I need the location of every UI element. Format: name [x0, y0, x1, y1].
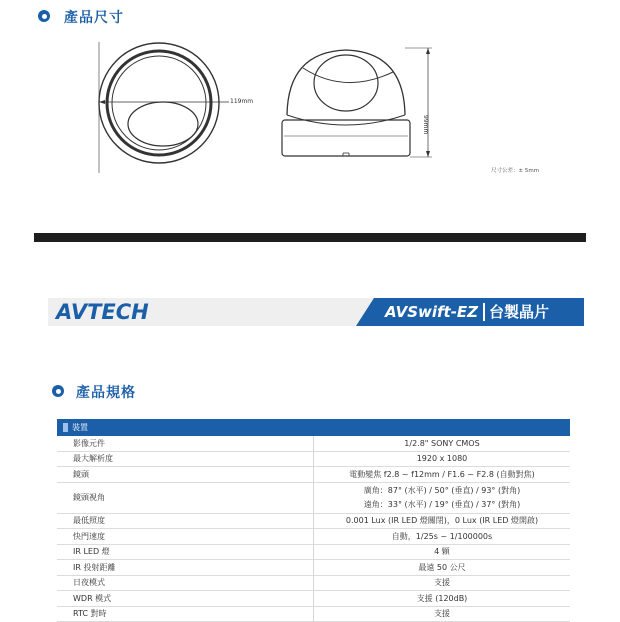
- table-row: [57, 544, 570, 560]
- top-view-drawing: [99, 42, 229, 173]
- row-value: 支援: [314, 606, 571, 622]
- section-bullet-icon: [38, 10, 50, 22]
- row-label: 日夜模式: [57, 575, 314, 591]
- row-label: 快門速度: [57, 529, 314, 545]
- group-header-label: 裝置: [72, 423, 88, 432]
- table-row: [57, 606, 570, 622]
- table-row: [57, 436, 570, 451]
- page-separator: [34, 233, 586, 242]
- height-dimension-label: 99mm: [422, 115, 429, 135]
- table-row: [57, 467, 570, 483]
- side-view-drawing: [282, 48, 432, 157]
- row-label: 影像元件: [57, 436, 314, 451]
- row-label: 最大解析度: [57, 451, 314, 467]
- row-label: 最低照度: [57, 513, 314, 529]
- row-value: 0.001 Lux (IR LED 燈關閉)，0 Lux (IR LED 燈開啟): [314, 513, 571, 529]
- row-value: 電動變焦 f2.8 ~ f12mm / F1.6 ~ F2.8 (自動對焦): [314, 467, 571, 483]
- spec-table: [57, 419, 570, 622]
- table-row: [57, 529, 570, 545]
- row-value: 1/2.8" SONY CMOS: [314, 436, 571, 451]
- section-bullet-icon: [52, 385, 64, 397]
- row-label: IR 投射距離: [57, 560, 314, 576]
- brand-divider: [483, 303, 485, 321]
- row-value: 4 顆: [314, 544, 571, 560]
- row-value: 最遠 50 公尺: [314, 560, 571, 576]
- row-value-secondary: 遠角：33° (水平) / 19° (垂直) / 37° (對角): [363, 499, 521, 509]
- table-row: [57, 575, 570, 591]
- section-title-dimensions: 產品尺寸: [64, 10, 124, 26]
- section-title-specs: 產品規格: [76, 385, 136, 401]
- table-group-header: [57, 419, 570, 436]
- row-value: 支援: [314, 575, 571, 591]
- group-marker-icon: [63, 423, 68, 432]
- row-value: 支援 (120dB): [314, 591, 571, 607]
- avtech-logo: AVTECH: [56, 300, 149, 324]
- row-label: 鏡頭視角: [57, 482, 314, 513]
- table-row: [57, 513, 570, 529]
- row-value: 自動，1/25s ~ 1/100000s: [314, 529, 571, 545]
- row-value: 廣角：87° (水平) / 50° (垂直) / 93° (對角): [363, 485, 521, 495]
- table-row: [57, 560, 570, 576]
- row-label: 鏡頭: [57, 467, 314, 483]
- row-label: WDR 模式: [57, 591, 314, 607]
- table-row: [57, 451, 570, 467]
- row-value: 1920 x 1080: [314, 451, 571, 467]
- table-row: [57, 591, 570, 607]
- tolerance-note: 尺寸公差：± 5mm: [491, 168, 540, 174]
- chip-label: 台製晶片: [489, 303, 550, 321]
- table-row: [57, 482, 570, 513]
- row-label: RTC 對時: [57, 606, 314, 622]
- width-dimension-label: 119mm: [230, 98, 254, 105]
- product-line-logo: AVSwift-EZ: [385, 303, 479, 321]
- row-label: IR LED 燈: [57, 544, 314, 560]
